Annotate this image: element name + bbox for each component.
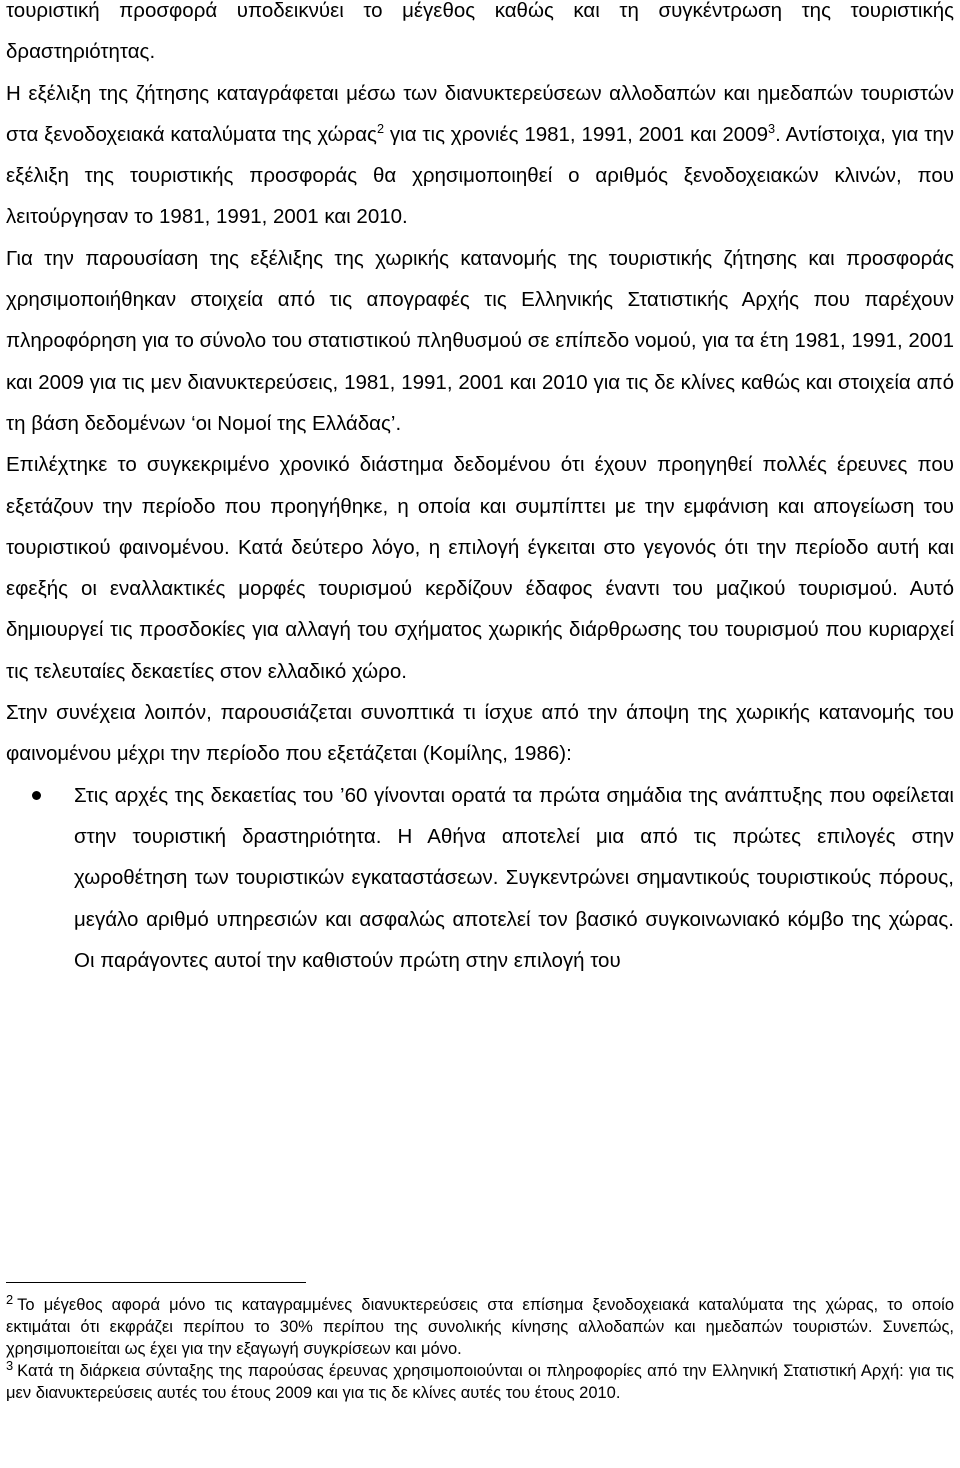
footnote-text: Κατά τη διάρκεια σύνταξης της παρούσας έρευνας χρησιμοποιούνται οι πληροφορίες από την Ελληνική Στατιστική Αρχή: για τις μεν διανυκτερεύσεις αυτές του έτους 2009 και για τις δε κλίνες αυτές του έτους 2010. (6, 1362, 954, 1402)
footnote-number: 3 (6, 1357, 14, 1373)
paragraph-demand-evolution (6, 73, 954, 238)
footnote-ref-3[interactable]: 3 (767, 121, 776, 137)
document-body (6, 0, 954, 981)
footnote-2 (6, 1291, 954, 1360)
paragraph-continuation: τουριστική προσφορά υποδεικνύει το μέγεθος καθώς και τη συγκέντρωση της τουριστικής δραστηριότητας. (6, 0, 954, 64)
footnote-ref-2[interactable]: 2 (376, 121, 385, 137)
paragraph-data-sources: Για την παρουσίαση της εξέλιξης της χωρικής κατανομής της τουριστικής ζήτησης και προσφοράς χρησιμοποιήθηκαν στοιχεία από τις απογραφές τις Ελληνικής Στατιστικής Αρχής που παρέχουν πληροφόρηση για το σύνολο του στατιστικού πληθυσμού σε επίπεδο νομού, για τα έτη 1981, 1991, 2001 και 2009 για τις μεν διανυκτερεύσεις, 1981, 1991, 2001 και 2010 για τις δε κλίνες καθώς και στοιχεία από τη βάση δεδομένων ‘οι Νομοί της Ελλάδας’. (6, 246, 954, 435)
footnote-number: 2 (6, 1291, 14, 1307)
paragraph-period-rationale: Επιλέχτηκε το συγκεκριμένο χρονικό διάστημα δεδομένου ότι έχουν προηγηθεί πολλές έρευνες που εξετάζουν την περίοδο που προηγήθηκε, η οποία και συμπίπτει με την εμφάνιση και απογείωση του τουριστικού φαινομένου. Κατά δεύτερο λόγο, η επιλογή έγκειται στο γεγονός ότι την περίοδο αυτή και εφεξής οι εναλλακτικές μορφές τουρισμού κερδίζουν έδαφος έναντι του μαζικού τουρισμού. Αυτό δημιουργεί τις προσδοκίες για αλλαγή του σχήματος χωρικής διάρθρωσης του τουρισμού που κυριαρχεί τις τελευταίες δεκαετίες στον ελλαδικό χώρο. (6, 453, 954, 683)
bullet-marker (32, 791, 41, 800)
list-item (6, 775, 954, 981)
document-page (6, 0, 954, 981)
footnote-text: Το μέγεθος αφορά μόνο τις καταγραμμένες διανυκτερεύσεις στα επίσημα ξενοδοχειακά καταλύματα της χώρας, το οποίο εκτιμάται ότι εκφράζει περίπου το 30% περίπου της συνολικής κίνησης αλλοδαπών και ημεδαπών τουριστών. Συνεπώς, χρησιμοποιείται ως έχει για την εξαγωγή συγκρίσεων και μόνο. (6, 1296, 954, 1358)
paragraph-text: . Αντίστοιχα, για την εξέλιξη της τουριστικής προσφοράς θα χρησιμοποιηθεί ο αριθμός ξενοδοχειακών κλινών, που λειτούργησαν το 1981, 1991, 2001 και 2010. (6, 122, 954, 229)
paragraph-text: Η εξέλιξη της ζήτησης καταγράφεται μέσω των διανυκτερεύσεων αλλοδαπών και ημεδαπών τουριστών στα ξενοδοχειακά καταλύματα της χώρας (6, 81, 954, 146)
list-item-text: Στις αρχές της δεκαετίας του ’60 γίνονται ορατά τα πρώτα σημάδια της ανάπτυξης που οφείλεται στην τουριστική δραστηριότητα. Η Αθήνα αποτελεί μια από τις πρώτες επιλογές στην χωροθέτηση των τουριστικών εγκαταστάσεων. Συγκεντρώνει σημαντικούς τουριστικούς πόρους, μεγάλο αριθμό υπηρεσιών και ασφαλώς αποτελεί τον βασικό συγκοινωνιακό κόμβο της χώρας. Οι παράγοντες αυτοί την καθιστούν πρώτη στην επιλογή του (74, 783, 954, 972)
footnote-separator (6, 1282, 306, 1283)
paragraph-text: για τις χρονιές 1981, 1991, 2001 και 2009 (384, 122, 768, 146)
footnote-3 (6, 1357, 954, 1404)
footnotes (6, 1291, 954, 1404)
paragraph-summary-intro: Στην συνέχεια λοιπόν, παρουσιάζεται συνοπτικά τι ίσχυε από την άποψη της χωρικής κατανομής του φαινομένου μέχρι την περίοδο που εξετάζεται (Κομίλης, 1986): (6, 701, 954, 766)
bullet-list (6, 775, 954, 981)
